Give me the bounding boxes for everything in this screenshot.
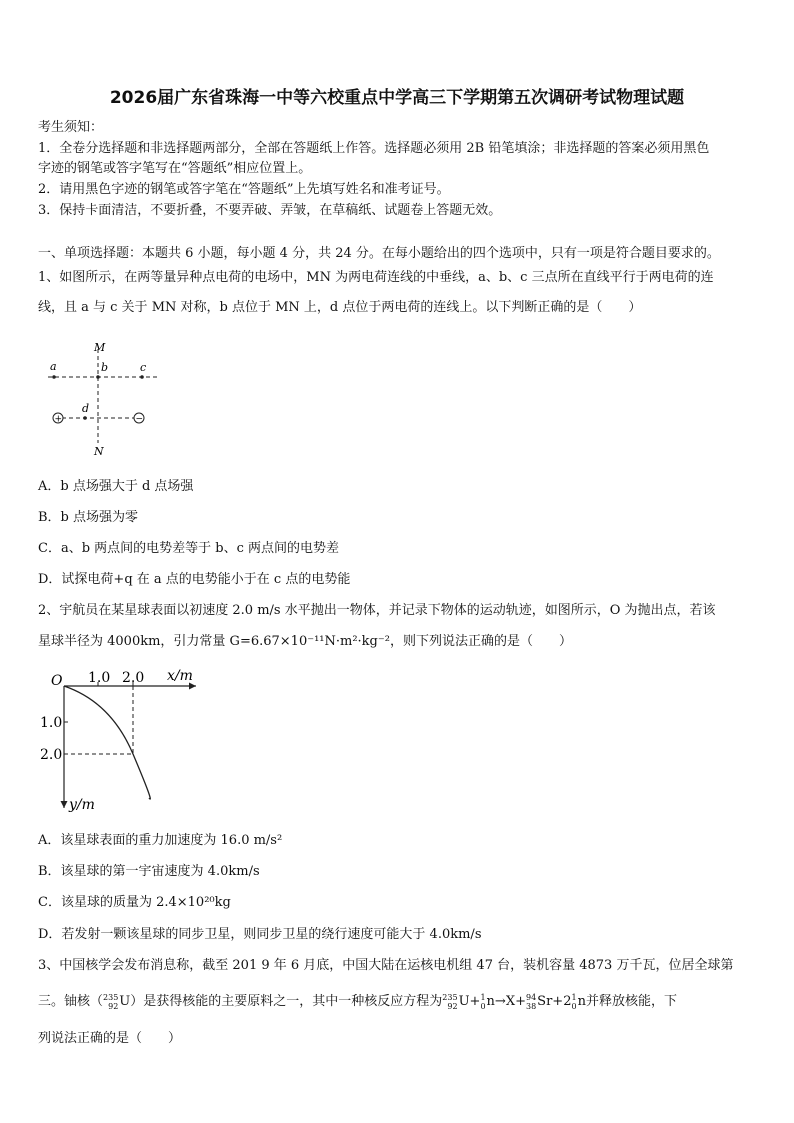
q1-point-a	[52, 375, 56, 379]
q3-nuclide-u: 235 92 U	[103, 992, 131, 1011]
q1-point-d	[83, 416, 87, 420]
q2-option-d: D．若发射一颗该星球的同步卫星，则同步卫星的绕行速度可能大于 4.0km/s	[38, 927, 482, 942]
q3-reaction-equation: 235 92 U+ 1 0 n→X+ 94 38 Sr+2 1 0 n	[442, 992, 586, 1011]
q2-text-line1: 2、宇航员在某星球表面以初速度 2.0 m/s 水平抛出一物体，并记录下物体的运动轨迹，如图所示，O 为抛出点，若该	[38, 603, 716, 618]
notice-item-3: 3．保持卡面清洁，不要折叠，不要弄破、弄皱，在草稿纸、试题卷上答题无效。	[38, 203, 502, 218]
q2-option-b: B．该星球的第一宇宙速度为 4.0km/s	[38, 864, 260, 879]
q1-option-b: B．b 点场强为零	[38, 510, 139, 525]
q1-figure	[40, 335, 170, 460]
q1-plus-sign: +	[54, 414, 63, 425]
q2-origin-label: O	[51, 673, 63, 689]
q1-text-line2: 线，且 a 与 c 关于 MN 对称，b 点位于 MN 上，d 点位于两电荷的连线上。以下判断正确的是（ ）	[38, 300, 642, 315]
q2-y-tick-1: 1.0	[40, 715, 63, 731]
q2-figure	[36, 664, 206, 814]
notice-item-2: 2．请用黑色字迹的钢笔或答字笔在“答题纸”上先填写姓名和准考证号。	[38, 182, 450, 197]
q2-x-axis-label: x/m	[167, 668, 193, 684]
q2-y-tick-2: 2.0	[40, 747, 63, 763]
q1-point-b	[96, 375, 100, 379]
q2-trajectory-curve	[64, 686, 150, 799]
q2-y-axis-label: y/m	[69, 797, 95, 813]
q1-minus-sign: −	[135, 414, 144, 425]
notice-item-1-cont: 字迹的钢笔或答字笔写在“答题纸”相应位置上。	[38, 161, 312, 176]
q1-point-c	[140, 375, 144, 379]
q1-label-b: b	[101, 361, 109, 374]
q2-text-line2: 星球半径为 4000km，引力常量 G=6.67×10⁻¹¹N·m²·kg⁻²，则下列说法正确的是（ ）	[38, 634, 572, 649]
q1-option-c: C．a、b 两点间的电势差等于 b、c 两点间的电势差	[38, 541, 340, 556]
notice-heading: 考生须知：	[38, 120, 104, 135]
q2-x-tick-1: 1.0	[88, 670, 111, 686]
q1-label-c: c	[140, 361, 147, 374]
q1-label-a: a	[50, 360, 57, 373]
notice-item-1: 1．全卷分选择题和非选择题两部分，全部在答题纸上作答。选择题必须用 2B 铅笔填涂；非选择题的答案必须用黑色	[38, 141, 710, 156]
q1-text-line1: 1、如图所示，在两等量异种点电荷的电场中，MN 为两电荷连线的中垂线，a、b、c 三点所在直线平行于两电荷的连	[38, 270, 714, 285]
q1-option-d: D．试探电荷+q 在 a 点的电势能小于在 c 点的电势能	[38, 572, 351, 587]
q2-x-tick-2: 2.0	[122, 670, 145, 686]
q1-label-N: N	[94, 445, 104, 458]
q3-text-line3: 列说法正确的是（ ）	[38, 1031, 182, 1046]
q1-label-d: d	[82, 402, 90, 415]
q2-option-c: C．该星球的质量为 2.4×10²⁰kg	[38, 895, 231, 910]
q1-option-a: A．b 点场强大于 d 点场强	[38, 479, 194, 494]
page-title: 2026届广东省珠海一中等六校重点中学高三下学期第五次调研考试物理试题	[109, 88, 685, 108]
q3-text-line2: 三。铀核（ 235 92 U）是获得核能的主要原料之一，其中一种核反应方程为 235 92 U+ 1 0 n→X+ 94 38 Sr+2 1 0 n并释放核能，下	[38, 992, 677, 1011]
section-heading: 一、单项选择题：本题共 6 小题，每小题 4 分，共 24 分。在每小题给出的四个选项中，只有一项是符合题目要求的。	[38, 246, 720, 261]
q1-label-M: M	[94, 341, 106, 354]
q2-option-a: A．该星球表面的重力加速度为 16.0 m/s²	[38, 833, 283, 848]
q3-text-line1: 3、中国核学会发布消息称，截至 201 9 年 6 月底，中国大陆在运核电机组 47 台，装机容量 4873 万千瓦，位居全球第	[38, 958, 734, 973]
